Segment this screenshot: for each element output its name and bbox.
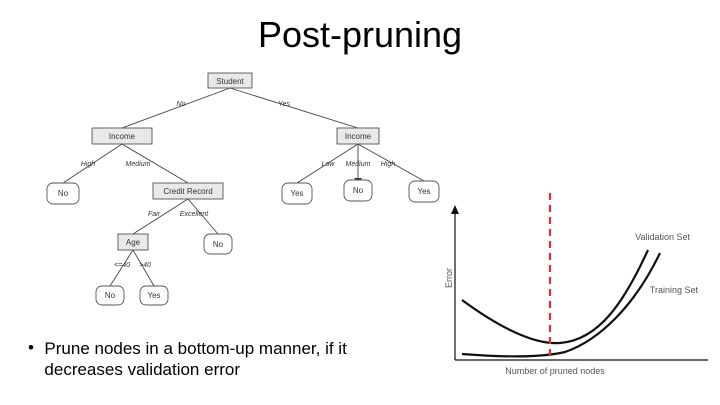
edge-label-right-low: Low	[321, 161, 335, 168]
edge-label-age-old: >40	[139, 262, 151, 269]
edge-label-left-medium: Medium	[125, 161, 151, 168]
tree-leaf-yes-low	[282, 183, 312, 204]
edge-label-right-medium: Medium	[345, 161, 371, 168]
slide-title: Post-pruning	[257, 14, 463, 55]
edge-label-student-no: No	[176, 101, 186, 108]
tree-leaf-yes-high	[409, 181, 439, 202]
tree-leaf-no-young	[96, 286, 124, 305]
edge-label-left-high: High	[80, 161, 96, 168]
tree-leaf-no-high	[47, 183, 79, 204]
x-axis-label: Number of pruned nodes	[505, 366, 605, 376]
tree-node-age	[118, 234, 148, 250]
node-income-right-label: Income	[344, 132, 372, 141]
edge-label-right-high: High	[380, 161, 396, 168]
tree-node-income-right	[337, 128, 379, 144]
leaf-no-high-label: No	[57, 189, 69, 198]
edge-label-age-young: <=40	[114, 262, 130, 269]
node-income-left-label: Income	[108, 132, 136, 141]
validation-curve	[462, 250, 648, 343]
training-curve	[462, 253, 660, 356]
edge-label-student-yes: Yes	[278, 101, 290, 108]
validation-set-label: Validation Set	[635, 232, 690, 242]
node-student-label: Student	[216, 77, 244, 86]
tree-leaf-no-excellent	[204, 234, 232, 254]
leaf-yes-low-label: Yes	[290, 189, 304, 198]
node-credit-record-label: Credit Record	[163, 187, 213, 196]
error-chart	[444, 193, 708, 376]
tree-node-income-left	[92, 128, 152, 144]
leaf-yes-high-label: Yes	[417, 187, 431, 196]
bullet-text: Prune nodes in a bottom-up manner, if it decreases validation error	[44, 339, 347, 379]
edge-label-credit-fair: Fair	[147, 211, 161, 218]
tree-leaf-no-medium	[344, 180, 372, 201]
bullet-marker: •	[28, 338, 34, 357]
bullet-item	[28, 338, 388, 380]
y-axis-label: Error	[444, 268, 454, 288]
leaf-no-medium-label: No	[352, 186, 364, 195]
leaf-yes-old-label: Yes	[147, 291, 161, 300]
training-set-label: Training Set	[649, 285, 698, 295]
y-axis-arrow-icon	[451, 205, 459, 214]
tree-node-student	[208, 73, 252, 88]
node-age-label: Age	[125, 238, 141, 247]
tree-node-credit-record	[153, 183, 223, 199]
tree-leaf-yes-old	[140, 286, 168, 305]
leaf-no-young-label: No	[104, 291, 116, 300]
edge-label-credit-excellent: Excellent	[179, 211, 209, 218]
leaf-no-excellent-label: No	[212, 240, 224, 249]
